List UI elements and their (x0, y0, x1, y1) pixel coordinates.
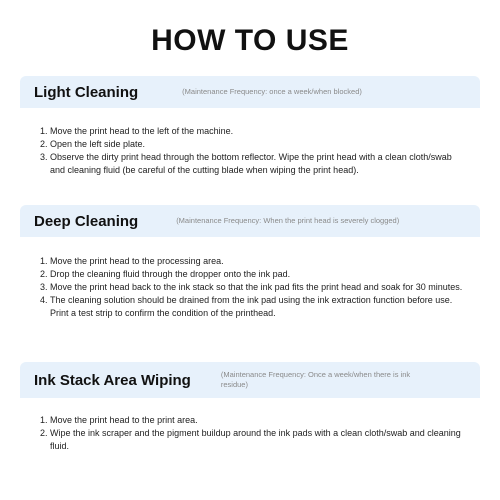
list-item: 1. Move the print head to the processing area. (50, 255, 466, 268)
page-title: HOW TO USE (151, 24, 349, 57)
maintenance-frequency: (Maintenance Frequency: Once a week/when there is ink residue) (220, 370, 411, 389)
section-body (20, 237, 480, 320)
step-list (34, 125, 466, 177)
list-item: 2. Drop the cleaning fluid through the dropper onto the ink pad. (50, 268, 466, 281)
list-item: 1. Move the print head to the print area. (50, 414, 466, 427)
section-title: Light Cleaning (34, 83, 139, 101)
step-list (34, 414, 466, 453)
list-item: 3. Move the print head back to the ink stack so that the ink pad fits the print head and soak for 30 minutes. (50, 281, 466, 294)
maintenance-frequency: (Maintenance Frequency: once a week/when blocked) (182, 87, 362, 97)
section-header (20, 76, 480, 108)
maintenance-frequency: (Maintenance Frequency: When the print head is severely clogged) (176, 216, 400, 226)
section-title: Deep Cleaning (34, 212, 139, 230)
section-deep-cleaning (20, 205, 480, 320)
section-ink-stack-wiping (20, 362, 480, 453)
section-light-cleaning (20, 76, 480, 177)
list-item: 3. Observe the dirty print head through the bottom reflector. Wipe the print head with a clean cloth/swab and cleaning fluid (be careful of the cutting blade when wiping the print head). (50, 151, 466, 177)
section-header (20, 205, 480, 237)
section-title: Ink Stack Area Wiping (34, 371, 191, 389)
step-list (34, 255, 466, 320)
section-body (20, 398, 480, 453)
list-item: 4. The cleaning solution should be drained from the ink pad using the ink extraction function before use. Print a test strip to confirm the condition of the printhead. (50, 294, 466, 320)
list-item: 1. Move the print head to the left of the machine. (50, 125, 466, 138)
section-body (20, 108, 480, 177)
list-item: 2. Open the left side plate. (50, 138, 466, 151)
list-item: 2. Wipe the ink scraper and the pigment buildup around the ink pads with a clean cloth/swab and cleaning fluid. (50, 427, 466, 453)
section-header (20, 362, 480, 398)
